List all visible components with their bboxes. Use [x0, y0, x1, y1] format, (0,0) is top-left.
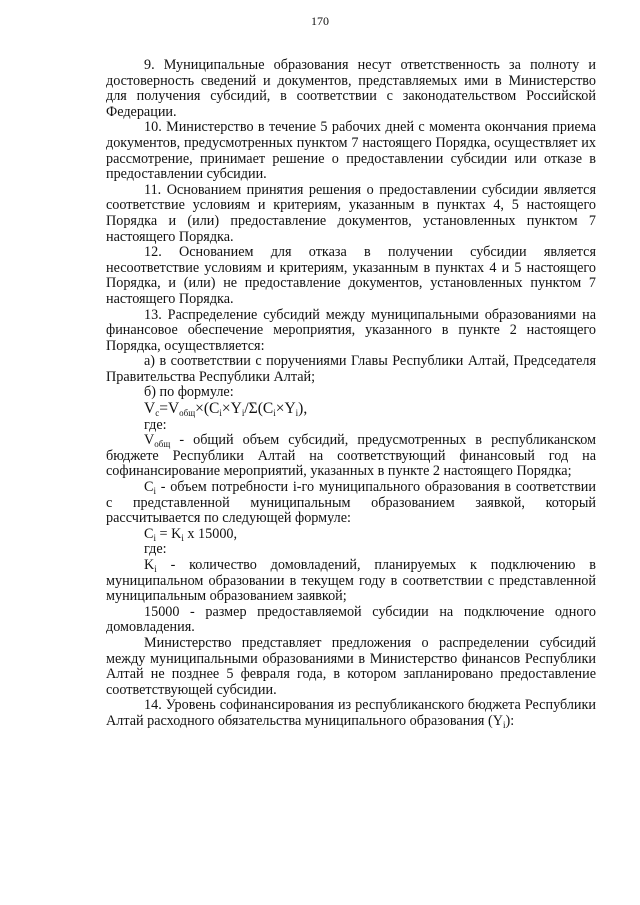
paragraph-13a: а) в соответствии с поручениями Главы Республики Алтай, Председателя Правительства Республики Алтай;	[106, 353, 596, 385]
paragraph-13b: б) по формуле:	[144, 384, 234, 401]
ci-formula: $C_i = K_i$ x 15000,	[144, 525, 238, 543]
paragraph-9: 9. Муниципальные образования несут ответственность за полноту и достоверность сведений и документов, представляемых ими в Министерство для получения субсидий, в соответствии с законодательством Российской Федерации.	[106, 57, 596, 120]
where-label-1: где:	[144, 416, 167, 433]
paragraph-10: 10. Министерство в течение 5 рабочих дней с момента окончания приема документов, предусмотренных пунктом 7 настоящего Порядка, осуществляет их рассмотрение, принимает решение о предоставлении субсидии или отказе в предоставлении субсидии.	[106, 119, 596, 183]
paragraph-13: 13. Распределение субсидий между муниципальными образованиями на финансовое обеспечение мероприятия, указанного в пункте 2 настоящего Порядка, осуществляется:	[106, 306, 596, 354]
where-label-2: где:	[144, 541, 167, 558]
page-number: 170	[311, 14, 329, 28]
vobsh-definition: $V_{общ}$ - общий объем субсидий, предусмотренных в республиканском бюджете Республики Алтай на соответствующий финансовый год на софинансирование мероприятий, указанных в пункте 2 настоящего Порядка;	[106, 432, 596, 480]
paragraph-12: 12. Основанием для отказа в получении субсидии является несоответствие условиям и критериям, указанным в пунктах 4 и 5 настоящего Порядка, и (или) не предоставление документов, установленных пунктом 7 настоящего Порядка.	[106, 244, 596, 307]
document-body	[106, 58, 596, 730]
ci-definition: $C_i$ - объем потребности i-го муниципального образования в соответствии с представленной муниципальным образованием заявкой, который рассчитывается по следующей формуле:	[106, 479, 596, 527]
ki-definition: $K_i$ - количество домовладений, планируемых к подключению в муниципальном образовании в текущем году в соответствии с представленной муниципальным образованием заявкой;	[106, 557, 596, 605]
ministry-proposal-paragraph: Министерство представляет предложения о распределении субсидий между муниципальными образованиями в Министерство финансов Республики Алтай не позднее 5 февраля года, в котором запланировано предоставление соответствующей субсидии.	[106, 634, 596, 698]
paragraph-11: 11. Основанием принятия решения о предоставлении субсидии является соответствие условиям и критериям, указанным в пунктах 4, 5 настоящего Порядка и (или) предоставление документов, установленных пунктом 7 настоящего Порядка.	[106, 181, 596, 245]
subsidy-amount-note: 15000 - размер предоставляемой субсидии на подключение одного домовладения.	[106, 603, 596, 636]
subsidy-formula: $V_c=V_{общ}\times(C_i\times Y_i/\Sigma(C_i\times Y_i)$,	[144, 400, 308, 419]
paragraph-14: 14. Уровень софинансирования из республиканского бюджета Республики Алтай расходного обязательства муниципального образования $(Y_i)$:	[106, 697, 596, 730]
